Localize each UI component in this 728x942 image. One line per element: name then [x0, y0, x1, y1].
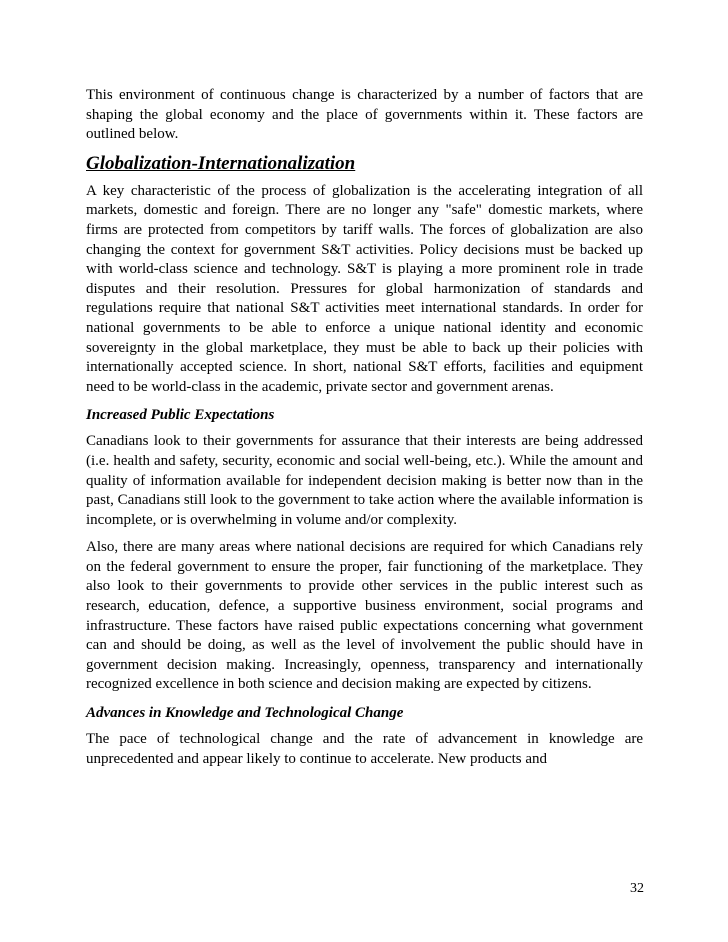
advances-paragraph: The pace of technological change and the rate of advancement in knowledge are unprecedented and appear likely to continue to accelerate. New products and [86, 731, 643, 767]
section-heading-public-expectations: Increased Public Expectations [86, 407, 275, 424]
section-heading-advances: Advances in Knowledge and Technological Change [86, 705, 404, 722]
page-number: 32 [630, 881, 644, 896]
section-heading-globalization: Globalization-Internationalization [86, 152, 356, 174]
intro-paragraph: This environment of continuous change is characterized by a number of factors that are shaping the global economy and the place of governments within it. These factors are outlined below. [86, 87, 643, 143]
public-expectations-paragraph-2: Also, there are many areas where national decisions are required for which Canadians rely on the federal government to ensure the proper, fair functioning of the marketplace. They also look to their governments to provide other services in the public interest such as research, education, defence, a supportive business environment, social programs and infrastructure. These factors have raised public expectations concerning what government can and should be doing, as well as the level of involvement the public should have in government decision making. Increasingly, openness, transparency and internationally recognized excellence in both science and decision making are expected by citizens. [86, 539, 643, 693]
public-expectations-paragraph-1: Canadians look to their governments for assurance that their interests are being addressed (i.e. health and safety, security, economic and social well-being, etc.). While the amount and quality of information available for independent decision making is better now than in the past, Canadians still look to the government to take action where the available information is incomplete, or is overwhelming in volume and/or complexity. [86, 433, 643, 528]
page-body [86, 86, 643, 777]
globalization-paragraph: A key characteristic of the process of globalization is the accelerating integration of all markets, domestic and foreign. There are no longer any "safe" domestic markets, where firms are protected from competitors by tariff walls. The forces of globalization are also changing the context for government S&T activities. Policy decisions must be backed up with world-class science and technology. S&T is playing a more prominent role in trade disputes and their resolution. Pressures for global harmonization of standards and regulations require that national S&T activities meet international standards. In order for national governments to be able to enforce a unique national identity and economic sovereignty in the global marketplace, they must be able to back up their policies with internationally accepted science. In short, national S&T efforts, facilities and equipment need to be world-class in the academic, private sector and government arenas. [86, 182, 643, 395]
